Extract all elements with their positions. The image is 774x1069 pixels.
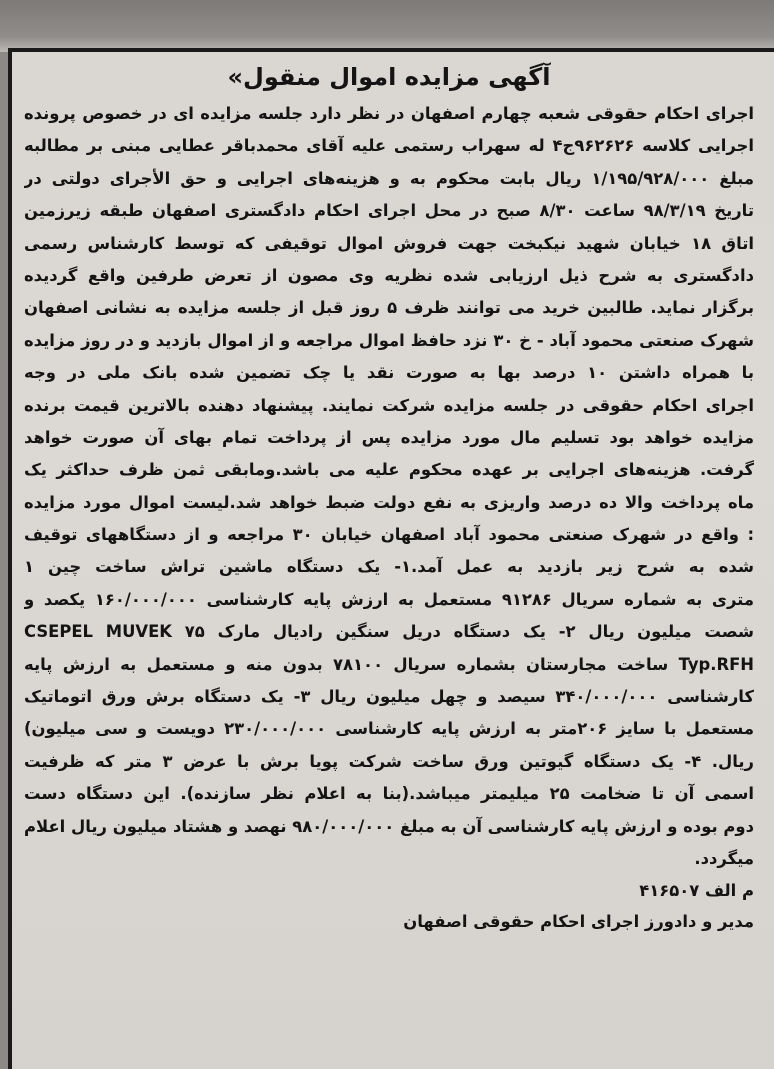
reference-code: م الف ۴۱۶۵۰۷ (639, 881, 754, 901)
notice-line: اسمی آن تا ضخامت ۲۵ میلیمتر میباشد.(بنا به اعلام نظر سازنده). این دستگاه دست (24, 784, 754, 804)
notice-line: اجرای احکام حقوقی در جلسه مزایده شرکت نمایند. پیشنهاد دهنده بالاترین قیمت برنده (24, 395, 754, 415)
notice-line: ماه پرداخت والا ده درصد واریزی به نفع دولت ضبط خواهد شد.لیست اموال مورد مزایده (24, 492, 754, 512)
notice-line: گرفت. هزینه‌های اجرایی بر عهده محکوم علیه می باشد.ومابقی ثمن ظرف حداکثر یک (24, 460, 754, 480)
signature: مدیر و دادورز اجرای احکام حقوقی اصفهان (403, 912, 754, 932)
notice-line: ریال. ۴- یک دستگاه گیوتین ورق ساخت شرکت پویا برش با عرض ۳ متر که ظرفیت (24, 751, 754, 771)
notice-line: متری به شماره سریال ۹۱۲۸۶ مستعمل به ارزش پایه کارشناسی ۱۶۰/۰۰۰/۰۰۰ یکصد و (24, 589, 754, 609)
page-left-margin (0, 52, 8, 1069)
notice-line: دادگستری به شرح ذیل ارزیابی شده نظریه وی مصون از تعرض طرفین واقع گردیده (24, 265, 754, 285)
notice-line: شصت میلیون ریال ۲- یک دستگاه دریل سنگین رادیال مارک CSEPEL MUVEK ۷۵ (24, 622, 754, 642)
notice-line: با همراه داشتن ۱۰ درصد بها به صورت نقد یا چک تضمین شده بانک ملی در وجه (24, 363, 754, 383)
notice-line: اجرایی کلاسه ۹۶۲۶۲۶ج۴ له سهراب رستمی علیه آقای محمدباقر عطایی مبنی بر مطالبه (24, 136, 754, 156)
notice-line: مزایده خواهد بود تسلیم مال مورد مزایده پس از پرداخت تمام بهای آن صورت خواهد (24, 427, 754, 447)
notice-line: مستعمل با سایز ۲۰۶متر به ارزش پایه کارشناسی ۲۳۰/۰۰۰/۰۰۰ دویست و سی میلیون) (24, 719, 754, 739)
notice-line: Typ.RFH ساخت مجارستان بشماره سریال ۷۸۱۰۰ بدون منه و مستعمل به ارزش پایه (24, 654, 754, 674)
notice-line: تاریخ ۹۸/۳/۱۹ ساعت ۸/۳۰ صبح در محل اجرای احکام دادگستری اصفهان طبقه زیرزمین (24, 201, 754, 221)
notice-line: شهرک صنعتی محمود آباد - خ ۳۰ نزد حافظ اموال مراجعه و از اموال بازدید و در روز مزایده (24, 330, 754, 350)
notice-border-left (8, 48, 12, 1069)
notice-body (24, 98, 754, 875)
notice-line: کارشناسی ۳۴۰/۰۰۰/۰۰۰ سیصد و چهل میلیون ریال ۳- یک دستگاه برش ورق اتوماتیک (24, 687, 754, 707)
page-top-margin (0, 0, 774, 52)
notice-line: مبلغ ۱/۱۹۵/۹۲۸/۰۰۰ ریال بابت محکوم به و هزینه‌های اجرایی و حق الأجرای دولتی در (24, 168, 754, 188)
notice-line: میگردد. (694, 848, 754, 868)
notice-title: آگهی مزایده اموال منقول» (227, 63, 551, 91)
auction-notice (24, 60, 754, 937)
notice-line: دوم بوده و ارزش پایه کارشناسی آن به مبلغ ۹۸۰/۰۰۰/۰۰۰ نهصد و هشتاد میلیون ریال اعلام (24, 816, 754, 836)
notice-line: برگزار نماید. طالبین خرید می توانند ظرف ۵ روز قبل از جلسه مزایده به نشانی اصفهان (24, 298, 754, 318)
notice-line: اتاق ۱۸ خیابان شهید نیکبخت جهت فروش اموال توقیفی که توسط کارشناس رسمی (24, 233, 754, 253)
notice-line: اجرای احکام حقوقی شعبه چهارم اصفهان در نظر دارد جلسه مزایده ای در خصوص پرونده (24, 104, 754, 123)
notice-border-top (8, 48, 774, 52)
notice-line: : واقع در شهرک صنعتی محمود آباد اصفهان خیابان ۳۰ مراجعه و از دستگاههای توقیف (24, 525, 754, 545)
notice-line: شده به شرح زیر بازدید به عمل آمد.۱- یک دستگاه ماشین تراش ساخت چین ۱ (24, 557, 754, 577)
